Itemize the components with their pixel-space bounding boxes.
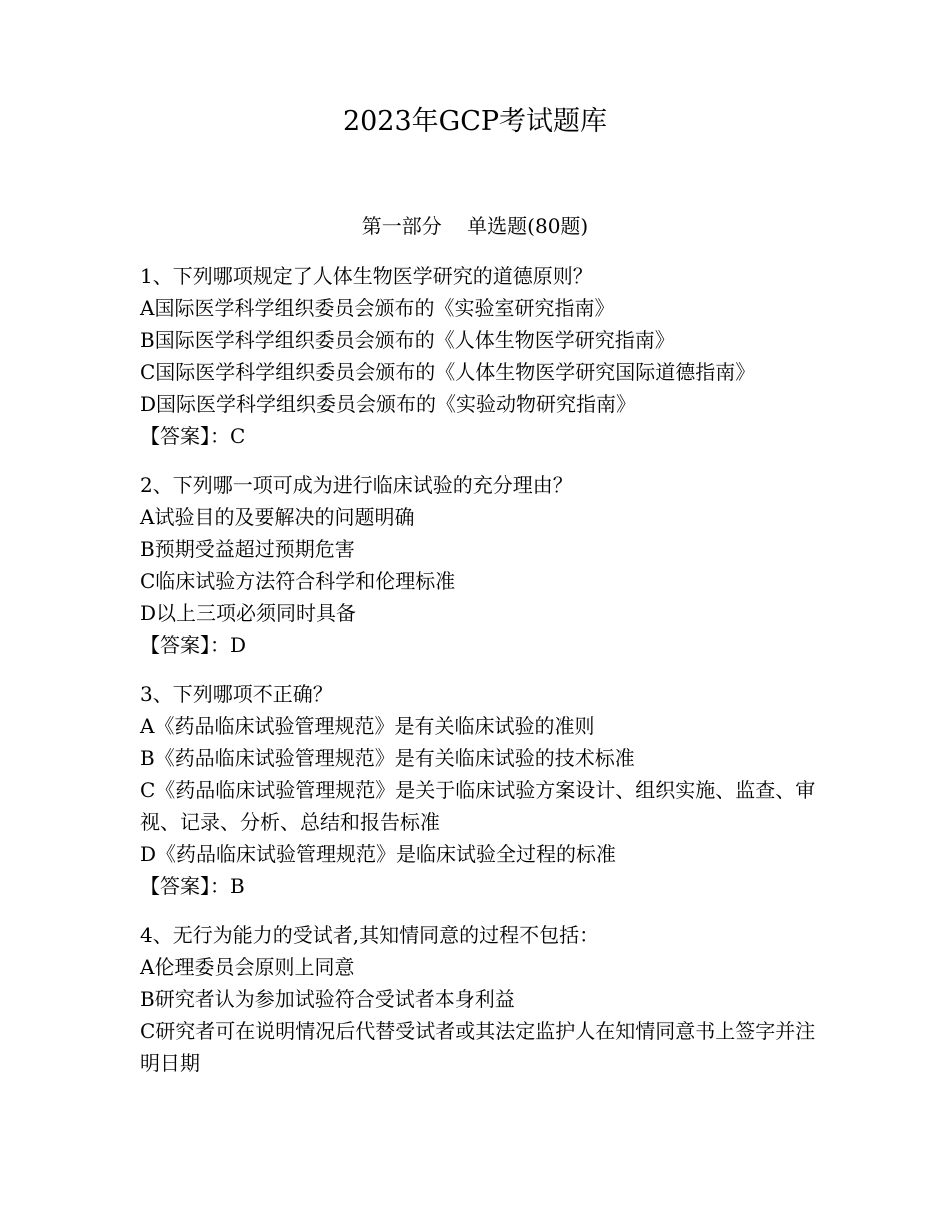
answer-line: 【答案】：B	[140, 874, 245, 898]
option-a: A试验目的及要解决的问题明确	[140, 505, 415, 529]
option-c: C临床试验方法符合科学和伦理标准	[140, 569, 456, 593]
option-d: D《药品临床试验管理规范》是临床试验全过程的标准	[140, 842, 617, 866]
question-item	[140, 919, 820, 1079]
answer-line: 【答案】：C	[140, 424, 246, 448]
question-item	[140, 469, 820, 661]
document-title: 2023年GCP考试题库	[342, 106, 608, 137]
option-b: B《药品临床试验管理规范》是有关临床试验的技术标准	[140, 746, 635, 770]
option-c: C研究者可在说明情况后代替受试者或其法定监护人在知情同意书上签字并注明日期	[140, 1019, 816, 1075]
option-b: B预期受益超过预期危害	[140, 537, 355, 561]
question-list	[140, 260, 820, 1096]
question-stem: 2、下列哪一项可成为进行临床试验的充分理由？	[140, 473, 573, 497]
question-stem: 1、下列哪项规定了人体生物医学研究的道德原则？	[140, 264, 593, 288]
question-item	[140, 260, 820, 452]
option-c: C《药品临床试验管理规范》是关于临床试验方案设计、组织实施、监查、审视、记录、分析、总结和报告标准	[140, 778, 816, 834]
option-b: B研究者认为参加试验符合受试者本身利益	[140, 987, 515, 1011]
option-d: D国际医学科学组织委员会颁布的《实验动物研究指南》	[140, 392, 637, 416]
question-stem: 4、无行为能力的受试者,其知情同意的过程不包括：	[140, 923, 600, 947]
question-stem: 3、下列哪项不正确？	[140, 682, 333, 706]
question-item	[140, 678, 820, 902]
option-c: C国际医学科学组织委员会颁布的《人体生物医学研究国际道德指南》	[140, 360, 756, 384]
section-heading: 第一部分 单选题(80题)	[361, 214, 589, 238]
answer-line: 【答案】：D	[140, 633, 247, 657]
option-a: A伦理委员会原则上同意	[140, 955, 355, 979]
option-d: D以上三项必须同时具备	[140, 601, 357, 625]
option-a: A国际医学科学组织委员会颁布的《实验室研究指南》	[140, 296, 615, 320]
option-b: B国际医学科学组织委员会颁布的《人体生物医学研究指南》	[140, 328, 675, 352]
option-a: A《药品临床试验管理规范》是有关临床试验的准则	[140, 714, 595, 738]
